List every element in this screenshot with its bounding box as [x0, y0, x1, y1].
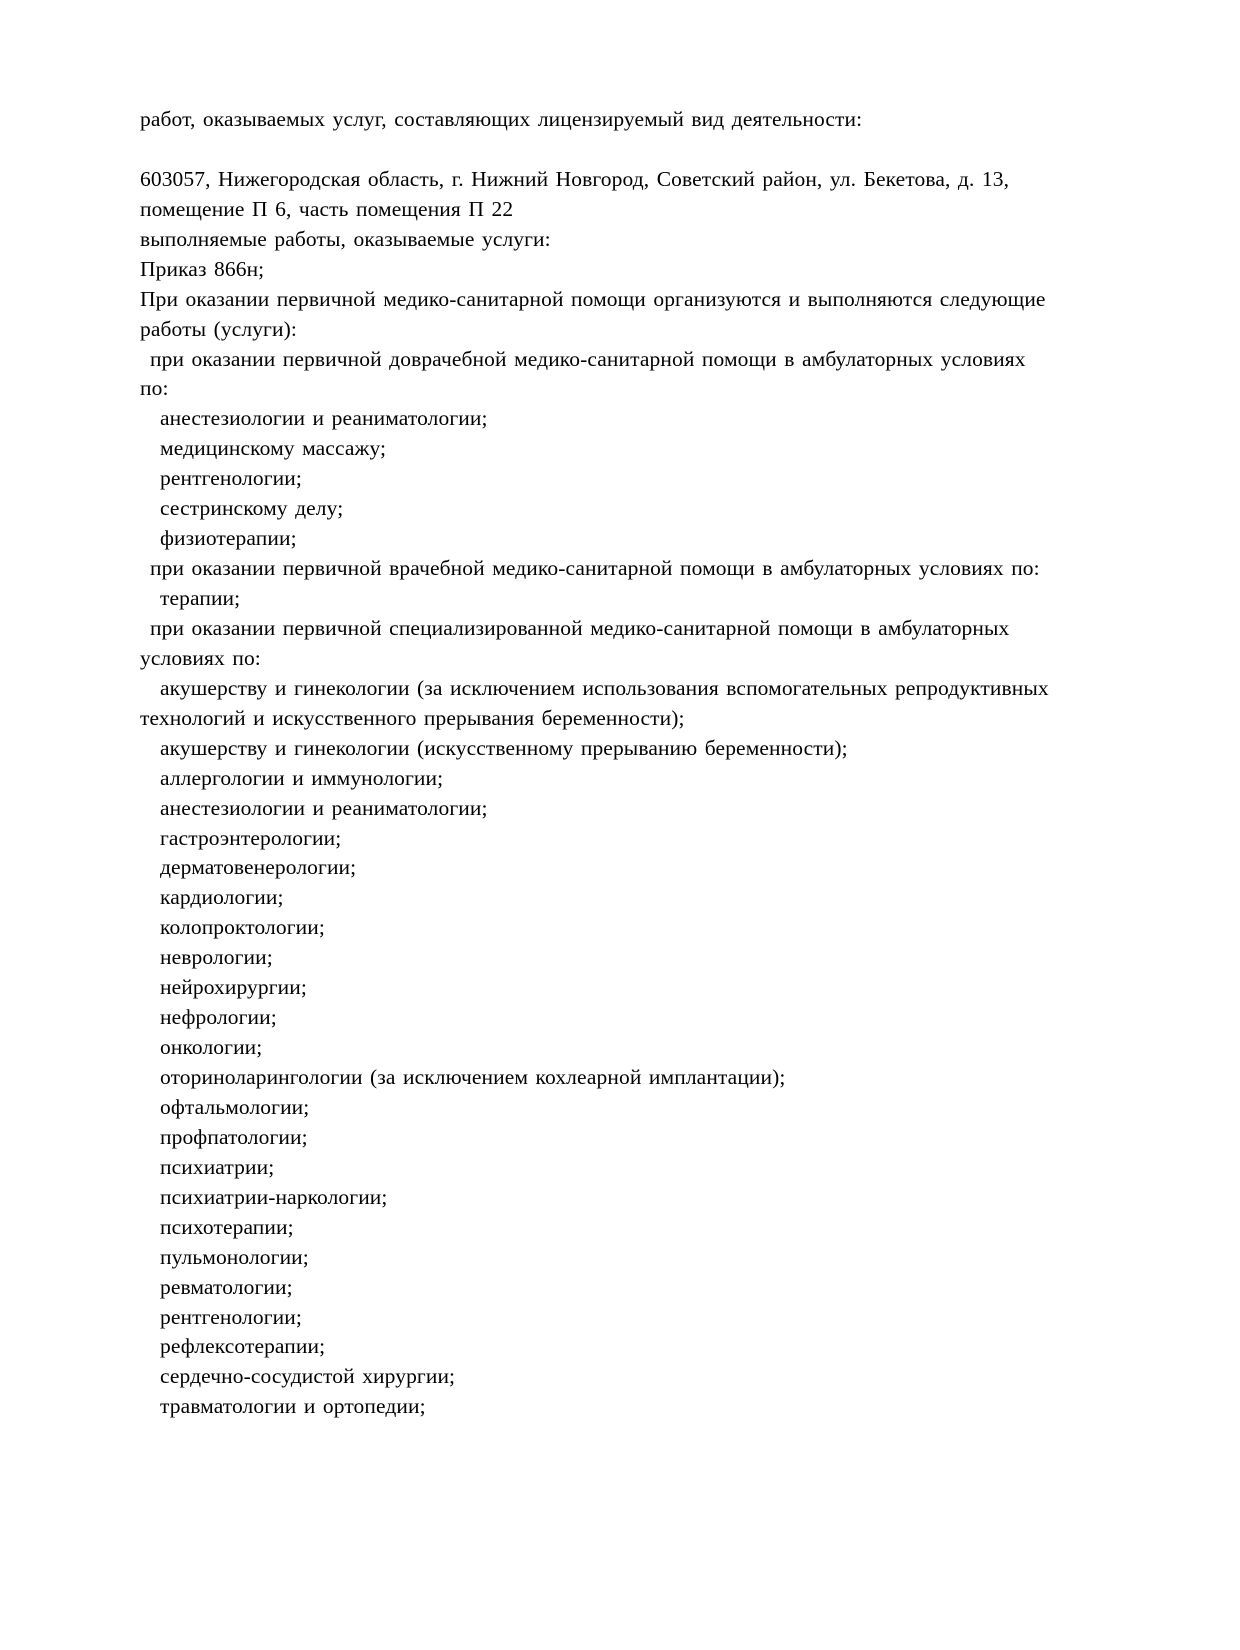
- document-line: травматологии и ортопедии;: [160, 1394, 426, 1419]
- document-line: условиях по:: [140, 645, 261, 670]
- document-line: [140, 135, 1200, 165]
- document-line: выполняемые работы, оказываемые услуги:: [140, 226, 551, 251]
- document-line: работ, оказываемых услуг, составляющих лицензируемый вид деятельности:: [140, 107, 863, 131]
- document-line: работы (услуги):: [140, 316, 297, 341]
- document-line: акушерству и гинекологии (искусственному прерыванию беременности);: [160, 735, 848, 760]
- document-line: медицинскому массажу;: [160, 436, 387, 461]
- document-line: помещение П 6, часть помещения П 22: [140, 196, 514, 221]
- document-line: при оказании первичной специализированной медико-санитарной помощи в амбулаторных: [150, 615, 1010, 640]
- document-line: пульмонологии;: [160, 1244, 309, 1269]
- document-line: неврологии;: [160, 945, 273, 970]
- document-line: сердечно-сосудистой хирургии;: [160, 1364, 456, 1389]
- document-line: рентгенологии;: [160, 1304, 302, 1329]
- document-line: психиатрии;: [160, 1154, 275, 1179]
- document-line: психотерапии;: [160, 1214, 294, 1239]
- document-line: акушерству и гинекологии (за исключением использования вспомогательных репродуктивных: [160, 675, 1049, 700]
- document-line: онкологии;: [160, 1035, 263, 1060]
- document-line: оториноларингологии (за исключением кохлеарной имплантации);: [160, 1065, 786, 1089]
- document-line: нейрохирургии;: [160, 975, 307, 1000]
- document-line: технологий и искусственного прерывания беременности);: [140, 705, 685, 730]
- document-line: нефрологии;: [160, 1005, 277, 1030]
- document-line: по:: [140, 376, 169, 401]
- document-line: 603057, Нижегородская область, г. Нижний Новгород, Советский район, ул. Бекетова, д. 13,: [140, 166, 1010, 191]
- document-line: ревматологии;: [160, 1274, 293, 1299]
- document-line: офтальмологии;: [160, 1094, 310, 1119]
- document-line: гастроэнтерологии;: [160, 825, 342, 850]
- document-line: профпатологии;: [160, 1124, 308, 1149]
- document-line: физиотерапии;: [160, 526, 297, 551]
- document-line: при оказании первичной врачебной медико-санитарной помощи в амбулаторных условиях по:: [150, 556, 1040, 581]
- document-line: при оказании первичной доврачебной медико-санитарной помощи в амбулаторных условиях: [150, 346, 1026, 371]
- document-line: дерматовенерологии;: [160, 855, 357, 880]
- document-line: психиатрии-наркологии;: [160, 1184, 388, 1209]
- document-line: рентгенологии;: [160, 466, 302, 491]
- document-line: анестезиологии и реаниматологии;: [160, 795, 488, 820]
- document-line: Приказ 866н;: [140, 256, 265, 281]
- document-line: колопроктологии;: [160, 915, 325, 940]
- document-line: рефлексотерапии;: [160, 1334, 326, 1359]
- document-line: сестринскому делу;: [160, 496, 344, 521]
- document-line: аллергологии и иммунологии;: [160, 765, 444, 790]
- document-line: терапии;: [160, 586, 241, 610]
- document-line: кардиологии;: [160, 885, 284, 910]
- license-activities-text-block: [140, 105, 1200, 1422]
- document-line: анестезиологии и реаниматологии;: [160, 406, 488, 431]
- document-line: При оказании первичной медико-санитарной помощи организуются и выполняются следующие: [140, 286, 1046, 311]
